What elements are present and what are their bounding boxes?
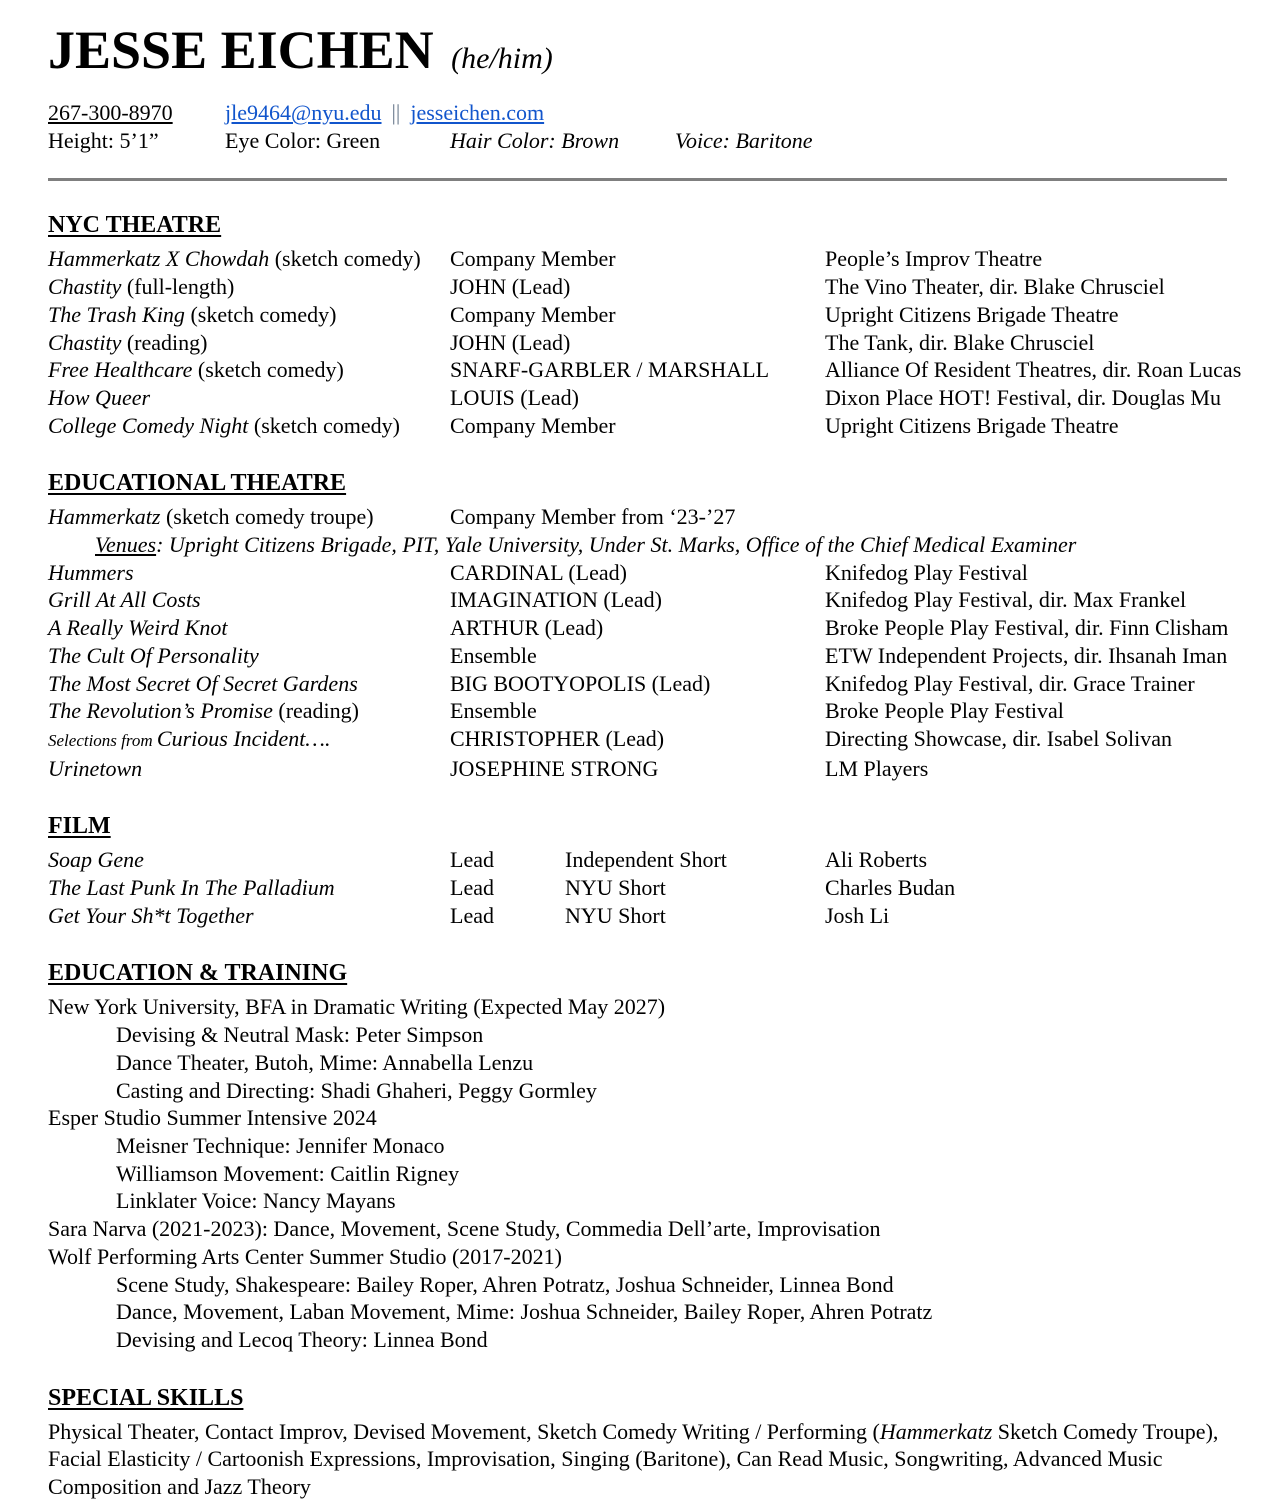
nyc-theatre-rows [48,245,1242,439]
credit-venue: Knifedog Play Festival, dir. Max Frankel [825,587,1187,613]
credit-row [48,301,1227,329]
attributes-row [48,127,1227,155]
credit-venue: Broke People Play Festival, dir. Finn Clisham [825,615,1229,641]
credit-role: Ensemble [450,698,537,724]
credit-title: Urinetown [48,755,143,781]
special-skills-text: Physical Theater, Contact Improv, Devised Movement, Sketch Comedy Writing / Performing (Hammerkatz Sketch Comedy Troupe), Facial Elasticity / Cartoonish Expressions, Improvisation, Singing (Baritone), Can Read Music, Songwriting, Advanced Music Composition and Jazz Theory [48,1418,1219,1499]
credit-row [48,642,1227,670]
film-type: Independent Short [565,847,727,873]
credit-title: Hammerkatz (sketch comedy troupe) [48,504,374,530]
section-heading-education-training: EDUCATION & TRAINING [48,960,348,987]
credit-role: JOHN (Lead) [450,329,571,355]
venues-label: Venues [95,532,157,558]
film-title: Soap Gene [48,847,144,873]
credit-title: How Queer [48,384,151,410]
credit-title: Chastity (full-length) [48,274,235,300]
section-heading-film: FILM [48,813,111,840]
credit-venue: Upright Citizens Brigade Theatre [825,301,1119,327]
film-director: Ali Roberts [825,847,928,873]
credit-row [48,559,1227,587]
credit-role: BIG BOOTYOPOLIS (Lead) [450,670,711,696]
credit-venue: Dixon Place HOT! Festival, dir. Douglas Mu [825,384,1221,410]
credit-role: Company Member from ‘23-’27 [450,504,736,530]
venues-list: : Upright Citizens Brigade, PIT, Yale University, Under St. Marks, Office of the Chief Medical Examiner [156,532,1077,558]
credit-row [48,614,1227,642]
education-line: New York University, BFA in Dramatic Writing (Expected May 2027) [48,994,666,1020]
film-director: Josh Li [825,902,890,928]
credit-title: Grill At All Costs [48,587,201,613]
credit-title: The Cult Of Personality [48,642,259,668]
credit-role: LOUIS (Lead) [450,384,579,410]
credit-venue: Directing Showcase, dir. Isabel Solivan [825,725,1173,751]
credit-role: Company Member [450,301,616,327]
credit-row [48,503,1227,531]
credit-venue: Broke People Play Festival [825,698,1064,724]
credit-row [48,725,1227,755]
education-lines [48,993,1227,1353]
credit-role: JOHN (Lead) [450,274,571,300]
credit-row [48,670,1227,698]
credit-role: Ensemble [450,642,537,668]
education-line: Sara Narva (2021-2023): Dance, Movement, Scene Study, Commedia Dell’arte, Improvisation [48,1216,881,1242]
credit-role: Company Member [450,412,616,438]
credit-row [48,586,1227,614]
film-role: Lead [450,875,494,901]
credit-venue: Alliance Of Resident Theatres, dir. Roan Lucas [825,357,1242,383]
credit-row [48,384,1227,412]
education-line: Meisner Technique: Jennifer Monaco [116,1132,445,1158]
voice-value: Voice: Baritone [675,127,813,153]
credit-title: The Revolution’s Promise (reading) [48,698,359,724]
credit-row [48,329,1227,357]
website-link[interactable]: jesseichen.com [410,100,545,125]
film-row [48,902,1227,930]
education-line: Wolf Performing Arts Center Summer Studio (2017-2021) [48,1243,562,1269]
credit-row [48,245,1227,273]
credit-role: SNARF-GARBLER / MARSHALL [450,357,770,383]
venues-line [48,531,1227,559]
credit-venue: Knifedog Play Festival [825,559,1028,585]
education-line: Casting and Directing: Shadi Ghaheri, Peggy Gormley [116,1077,597,1103]
credit-role: Company Member [450,246,616,272]
film-title: Get Your Sh*t Together [48,902,254,928]
education-line: Dance, Movement, Laban Movement, Mime: Joshua Schneider, Bailey Roper, Ahren Potratz [116,1299,933,1325]
film-role: Lead [450,847,494,873]
credit-venue: People’s Improv Theatre [825,246,1043,272]
height-value: Height: 5’1” [48,127,159,153]
credit-role: ARTHUR (Lead) [450,615,604,641]
section-heading-educational-theatre: EDUCATIONAL THEATRE [48,470,347,497]
credit-role: IMAGINATION (Lead) [450,587,662,613]
film-type: NYU Short [565,902,666,928]
header-divider [48,178,1227,181]
credit-row [48,755,1227,783]
link-separator: || [391,100,401,125]
film-row [48,874,1227,902]
credit-title: The Most Secret Of Secret Gardens [48,670,358,696]
credit-venue: The Tank, dir. Blake Chrusciel [825,329,1095,355]
credit-venue: The Vino Theater, dir. Blake Chrusciel [825,274,1165,300]
header [48,20,1227,91]
credit-title: The Trash King (sketch comedy) [48,301,337,327]
film-title: The Last Punk In The Palladium [48,875,335,901]
education-line: Dance Theater, Butoh, Mime: Annabella Lenzu [116,1049,534,1075]
education-line: Devising and Lecoq Theory: Linnea Bond [116,1326,488,1352]
credit-row [48,273,1227,301]
film-rows [48,846,1227,929]
film-role: Lead [450,902,494,928]
phone-number: 267-300-8970 [48,100,173,125]
skills-troupe-name: Hammerkatz [879,1418,993,1444]
credit-title: Hammerkatz X Chowdah (sketch comedy) [48,246,421,272]
credit-venue: Upright Citizens Brigade Theatre [825,412,1119,438]
credit-venue: LM Players [825,755,929,781]
education-line: Linklater Voice: Nancy Mayans [116,1188,396,1214]
education-line: Scene Study, Shakespeare: Bailey Roper, Ahren Potratz, Joshua Schneider, Linnea Bond [116,1271,894,1297]
credit-venue: Knifedog Play Festival, dir. Grace Trainer [825,670,1195,696]
page-title: JESSE EICHEN [48,20,434,80]
section-heading-special-skills: SPECIAL SKILLS [48,1384,244,1411]
credit-row [48,697,1227,725]
credit-row [48,412,1227,440]
education-line: Williamson Movement: Caitlin Rigney [116,1160,460,1186]
credit-title: Chastity (reading) [48,329,208,355]
credit-title: Selections from Curious Incident…. [48,725,331,751]
education-line: Devising & Neutral Mask: Peter Simpson [116,1022,484,1048]
credit-title: College Comedy Night (sketch comedy) [48,412,400,438]
credit-venue: ETW Independent Projects, dir. Ihsanah Iman [825,642,1228,668]
credit-role: CARDINAL (Lead) [450,559,627,585]
credit-role: CHRISTOPHER (Lead) [450,725,665,751]
film-row [48,846,1227,874]
educational-theatre-rows [48,503,1227,782]
email-link[interactable]: jle9464@nyu.edu [225,100,382,125]
section-heading-nyc-theatre: NYC THEATRE [48,212,222,239]
film-director: Charles Budan [825,875,956,901]
credit-title: Free Healthcare (sketch comedy) [48,357,344,383]
credit-title: A Really Weird Knot [48,615,228,641]
credit-role: JOSEPHINE STRONG [450,755,659,781]
education-line: Esper Studio Summer Intensive 2024 [48,1105,377,1131]
credit-row [48,356,1242,384]
film-type: NYU Short [565,875,666,901]
pronouns-label: (he/him) [451,42,553,75]
contact-row [48,99,1227,127]
credit-venue [825,503,1227,531]
eye-color-value: Eye Color: Green [225,127,381,153]
hair-color-value: Hair Color: Brown [450,127,620,153]
credit-title: Hummers [48,559,134,585]
